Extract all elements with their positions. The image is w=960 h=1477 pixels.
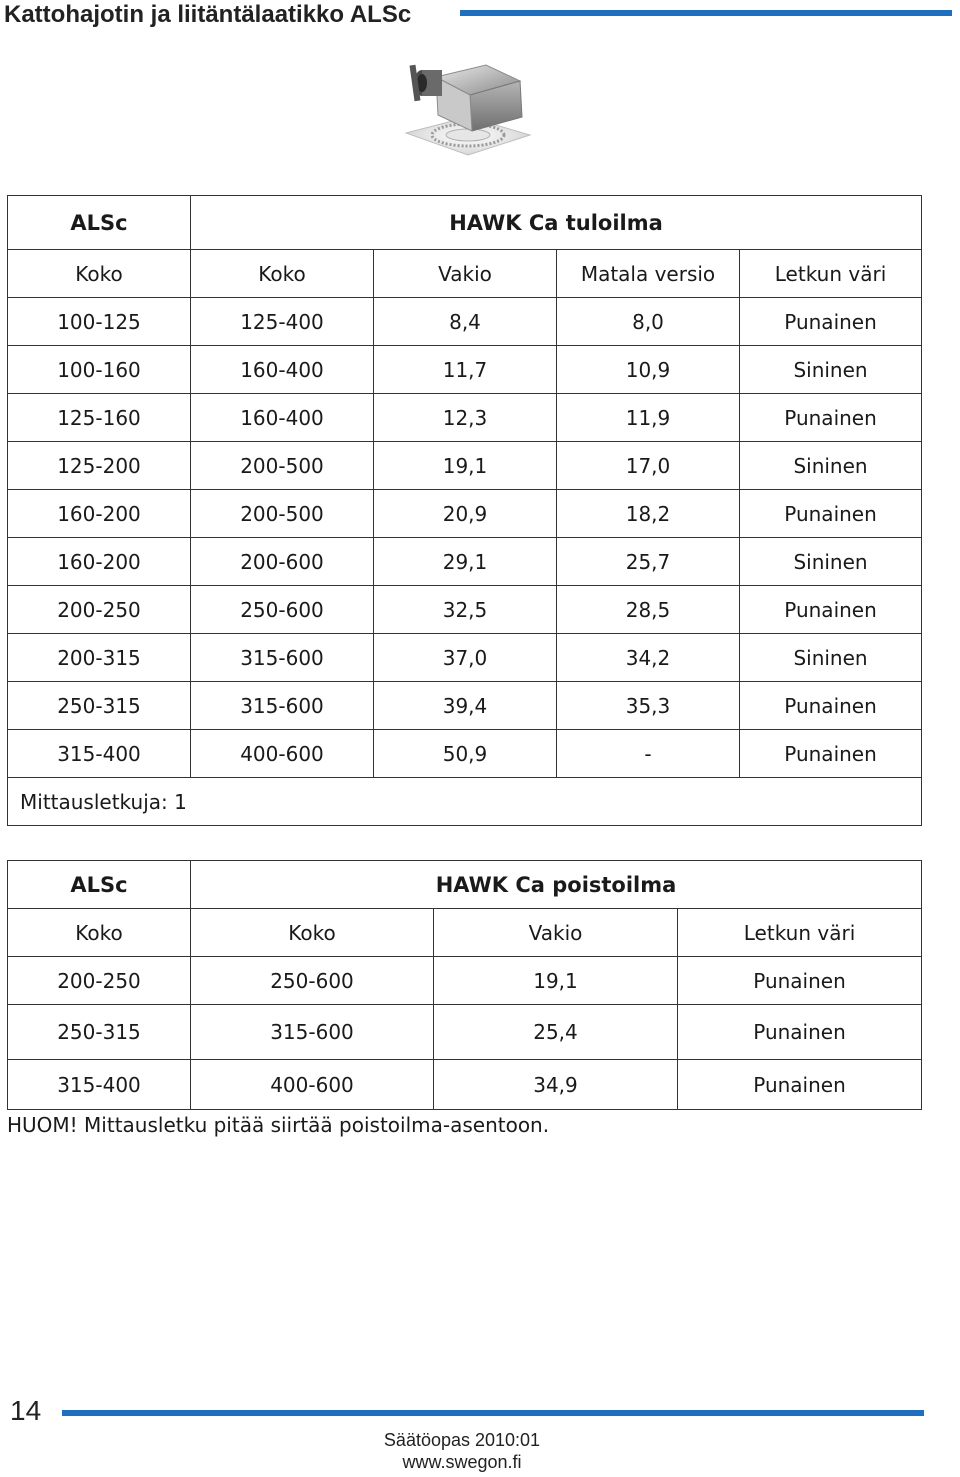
table-cell: 29,1 (374, 538, 557, 586)
table-cell: 125-400 (191, 298, 374, 346)
table-header-alsc: ALSc (8, 196, 191, 250)
table-cell: Punainen (740, 730, 922, 778)
table-row (8, 1005, 922, 1060)
table-cell: 11,7 (374, 346, 557, 394)
table-cell: 160-200 (8, 538, 191, 586)
table-cell: 8,0 (557, 298, 740, 346)
column-header: Koko (8, 250, 191, 298)
website-link[interactable]: www.swegon.fi (402, 1452, 522, 1472)
table-cell: 250-600 (191, 586, 374, 634)
table-cell: 315-600 (191, 682, 374, 730)
table-row (8, 442, 922, 490)
table-cell: 34,2 (557, 634, 740, 682)
table-header-alsc: ALSc (8, 861, 191, 909)
table-cell: Punainen (740, 394, 922, 442)
page-number: 14 (10, 1395, 42, 1426)
table-cell: 20,9 (374, 490, 557, 538)
table-header-group: HAWK Ca poistoilma (191, 861, 922, 909)
header-rule (460, 10, 952, 16)
table-cell: 315-600 (191, 634, 374, 682)
table-cell: 37,0 (374, 634, 557, 682)
table-cell: Punainen (740, 682, 922, 730)
exhaust-air-table (7, 860, 922, 1110)
column-header: Koko (191, 909, 434, 957)
page-title: Kattohajotin ja liitäntälaatikko ALSc (4, 1, 412, 28)
table-row (8, 730, 922, 778)
table-cell: 19,1 (434, 957, 678, 1005)
table-cell: 200-250 (8, 586, 191, 634)
table-cell: 10,9 (557, 346, 740, 394)
table-cell: 160-200 (8, 490, 191, 538)
table-cell: Sininen (740, 538, 922, 586)
table-cell: Punainen (678, 1005, 922, 1060)
table-cell: 32,5 (374, 586, 557, 634)
table-cell: Sininen (740, 442, 922, 490)
table-cell: 315-600 (191, 1005, 434, 1060)
column-header: Vakio (434, 909, 678, 957)
table-cell: Punainen (678, 957, 922, 1005)
table-cell: Sininen (740, 346, 922, 394)
table-cell: 400-600 (191, 730, 374, 778)
table-cell: 28,5 (557, 586, 740, 634)
table-cell: 315-400 (8, 730, 191, 778)
table-cell: 8,4 (374, 298, 557, 346)
column-header: Letkun väri (740, 250, 922, 298)
publication-label: Säätöopas 2010:01 (383, 1430, 541, 1450)
table-cell: Punainen (740, 586, 922, 634)
table-row (8, 634, 922, 682)
table-cell: 160-400 (191, 346, 374, 394)
column-header: Letkun väri (678, 909, 922, 957)
table-cell: 200-600 (191, 538, 374, 586)
table-cell: 17,0 (557, 442, 740, 490)
measurement-hose-note: Mittausletkuja: 1 (8, 778, 922, 826)
table-cell: 39,4 (374, 682, 557, 730)
table-cell: 315-400 (8, 1060, 191, 1110)
table-cell: 12,3 (374, 394, 557, 442)
table-row (8, 490, 922, 538)
table-cell: Punainen (740, 298, 922, 346)
table-cell: 125-160 (8, 394, 191, 442)
table-cell: 200-250 (8, 957, 191, 1005)
table-cell: 35,3 (557, 682, 740, 730)
table-row (8, 586, 922, 634)
table-row (8, 538, 922, 586)
table-row (8, 346, 922, 394)
column-header: Koko (191, 250, 374, 298)
table-cell: 125-200 (8, 442, 191, 490)
table-cell: 34,9 (434, 1060, 678, 1110)
table-cell: 25,7 (557, 538, 740, 586)
table-cell: 19,1 (374, 442, 557, 490)
table-cell: 400-600 (191, 1060, 434, 1110)
table-row (8, 394, 922, 442)
table-cell: 250-315 (8, 1005, 191, 1060)
table-cell: 200-500 (191, 442, 374, 490)
table-cell: 100-160 (8, 346, 191, 394)
table-cell: - (557, 730, 740, 778)
column-header: Matala versio (557, 250, 740, 298)
supply-air-table (7, 195, 922, 826)
table-cell: 18,2 (557, 490, 740, 538)
footer-rule (62, 1410, 924, 1416)
page-header (0, 0, 960, 30)
column-header: Koko (8, 909, 191, 957)
table-row (8, 1060, 922, 1110)
column-header: Vakio (374, 250, 557, 298)
table-row (8, 682, 922, 730)
exhaust-note: HUOM! Mittausletku pitää siirtää poistoilma-asentoon. (7, 1113, 550, 1137)
table-cell: 50,9 (374, 730, 557, 778)
table-cell: 250-315 (8, 682, 191, 730)
table-row (8, 298, 922, 346)
table-cell: Punainen (740, 490, 922, 538)
table-cell: 160-400 (191, 394, 374, 442)
table-cell: 25,4 (434, 1005, 678, 1060)
table-header-group: HAWK Ca tuloilma (191, 196, 922, 250)
table-row (8, 957, 922, 1005)
table-cell: 11,9 (557, 394, 740, 442)
table-cell: Punainen (678, 1060, 922, 1110)
ceiling-diffuser-image (398, 55, 533, 165)
table-cell: Sininen (740, 634, 922, 682)
table-cell: 250-600 (191, 957, 434, 1005)
table-cell: 200-315 (8, 634, 191, 682)
table-cell: 100-125 (8, 298, 191, 346)
table-cell: 200-500 (191, 490, 374, 538)
